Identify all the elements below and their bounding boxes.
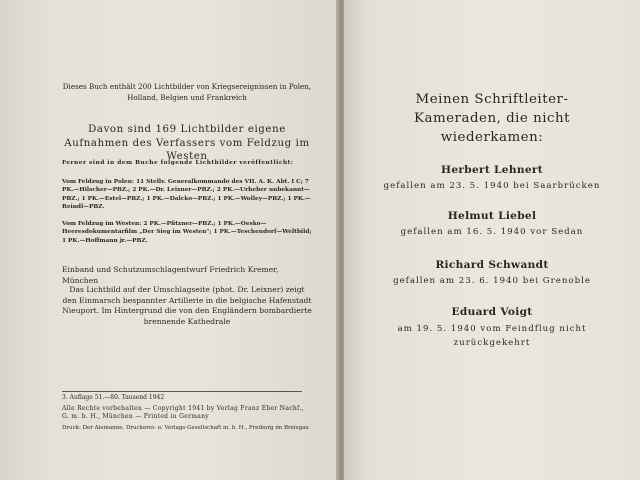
edition-line: 3. Auflage 51.—80. Tausend 1942 (62, 394, 165, 401)
person-fate: gefallen am 23. 6. 1940 bei Grenoble (393, 276, 591, 286)
person-name: Richard Schwandt (435, 259, 549, 271)
person-fate: gefallen am 23. 5. 1940 bei Saarbrücken (383, 181, 601, 191)
person-fate: am 19. 5. 1940 vom Feindflug nicht zurückgekehrt (397, 324, 587, 348)
published-heading: Ferner sind in dem Buche folgende Lichtbilder veröffentlicht: (62, 160, 294, 166)
cover-photo-caption: Das Lichtbild auf der Umschlagseite (phot. Dr. Leixner) zeigt den Einmarsch bespannter Artillerie in die belgische Hafenstadt Nieuport. Im Hintergrund die von den Engländern bombardierte brennende Kathedrale (62, 285, 312, 326)
credits-poland: Vom Feldzug in Polen: 11 Stellv. Generalkommando des VII. A. K. Abt. I C; 7 PK.—Hilscher—PBZ.; 2 PK.—Dr. Leixner—PBZ.; 2 PK.—Urheber unbekannt—PBZ.; 1 PK.—Estel—PBZ.; 1 PK.—Dalcko—PBZ.; 1 PK.—Wolley—PBZ.; 1 PK.—Reindl—PBZ. (62, 179, 311, 211)
cover-design-credit: Einband und Schutzumschlagentwurf Friedrich Kremer, München (62, 265, 279, 285)
own-photos-text: Davon sind 169 Lichtbilder eigene Aufnahmen des Verfassers vom Feldzug im Westen (64, 124, 310, 162)
dedication-heading: Meinen Schriftleiter-Kameraden, die nicht wiederkamen: (413, 92, 571, 145)
divider (62, 391, 302, 392)
person-name: Herbert Lehnert (441, 164, 543, 176)
person-name: Helmut Liebel (447, 210, 537, 222)
intro-text: Dieses Buch enthält 200 Lichtbilder von Kriegsereignissen in Polen, Holland, Belgien und Frankreich (62, 82, 312, 102)
credits-west: Vom Feldzug im Westen: 2 PK.—Pfitzner—PBZ.; 1 PK.—Oesko—Heeresdokumentarfilm „Der Sieg im Westen"; 1 PK.—Teschendorf—Weltbild; 1 PK.—Hoffmann jr.—PBZ. (62, 221, 312, 244)
person-fate: gefallen am 16. 5. 1940 vor Sedan (400, 227, 584, 237)
printer-line: Druck: Der Alemanne, Druckerei- u. Verlags-Gesellschaft m. b. H., Freiburg im Breisgau (62, 425, 309, 431)
rights-line: Alle Rechte vorbehalten — Copyright 1941 by Verlag Franz Eher Nachf., G. m. b. H., München — Printed in Germany (62, 405, 304, 421)
person-name: Eduard Voigt (451, 306, 533, 318)
right-page (344, 0, 640, 480)
